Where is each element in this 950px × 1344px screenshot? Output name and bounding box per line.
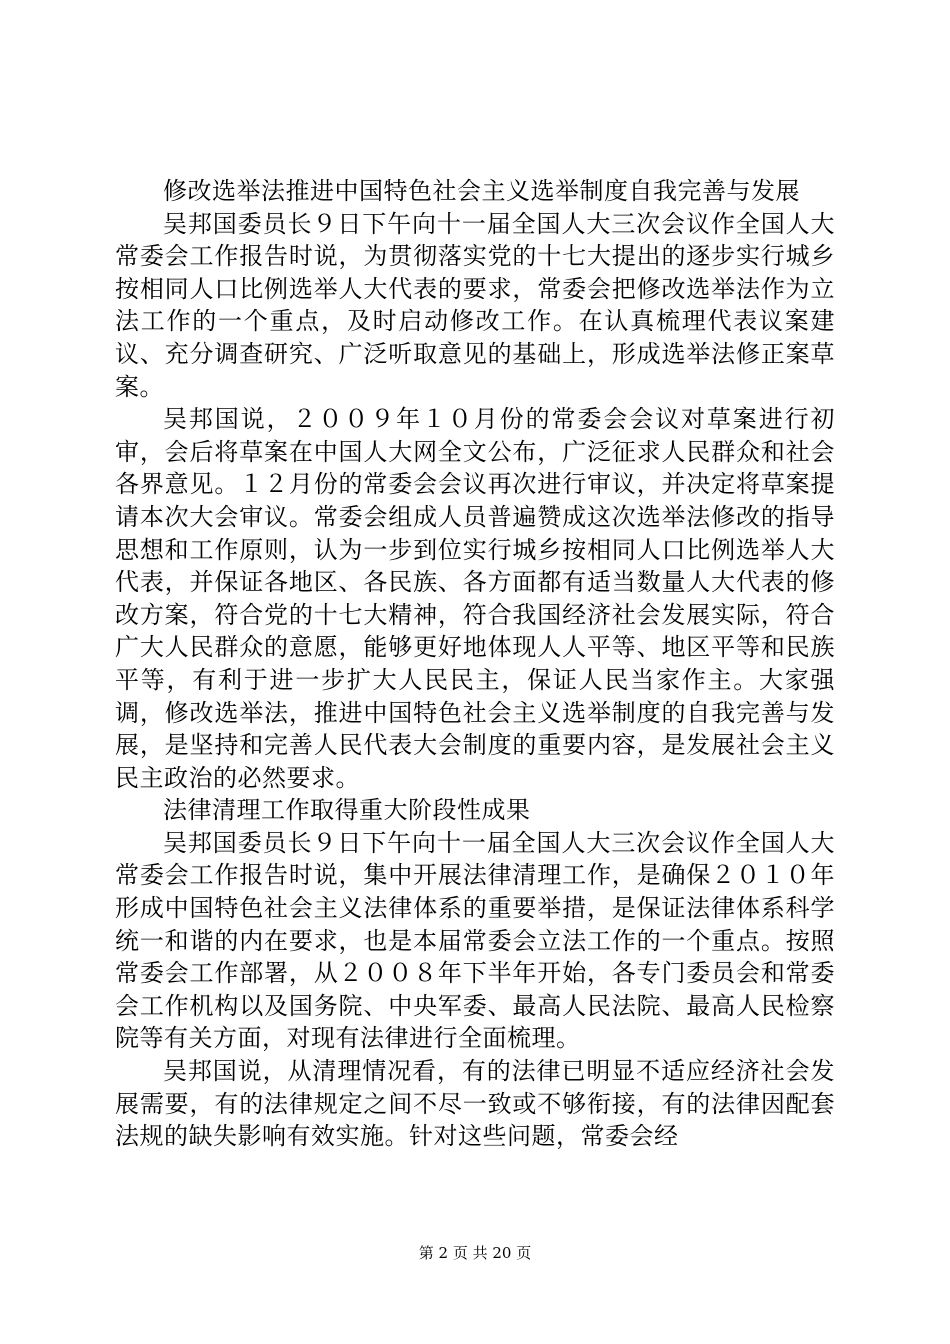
paragraph-law-cleanup-findings: 吴邦国说，从清理情况看，有的法律已明显不适应经济社会发展需要，有的法律规定之间不尽一致或不够衔接，有的法律因配套法规的缺失影响有效实施。针对这些问题，常委会经 xyxy=(115,1057,835,1151)
paragraph-law-cleanup-intro: 吴邦国委员长９日下午向十一届全国人大三次会议作全国人大常委会工作报告时说，集中开展法律清理工作，是确保２０１０年形成中国特色社会主义法律体系的重要举措，是保证法律体系科学统一和谐的内在要求，也是本届常委会立法工作的一个重点。按照常委会工作部署，从２００８年下半年开始，各专门委员会和常委会工作机构以及国务院、中央军委、最高人民法院、最高人民检察院等有关方面，对现有法律进行全面梳理。 xyxy=(115,828,835,1053)
paragraph-election-law-intro: 吴邦国委员长９日下午向十一届全国人大三次会议作全国人大常委会工作报告时说，为贯彻落实党的十七大提出的逐步实行城乡按相同人口比例选举人大代表的要求，常委会把修改选举法作为立法工作的一个重点，及时启动修改工作。在认真梳理代表议案建议、充分调查研究、广泛听取意见的基础上，形成选举法修正案草案。 xyxy=(115,209,835,401)
section-heading-law-cleanup: 法律清理工作取得重大阶段性成果 xyxy=(163,796,531,825)
page-number-footer: 第 2 页 共 20 页 xyxy=(418,1244,532,1262)
document-body xyxy=(115,175,835,1153)
paragraph-election-law-review: 吴邦国说，２００９年１０月份的常委会会议对草案进行初审，会后将草案在中国人大网全文公布，广泛征求人民群众和社会各界意见。１２月份的常委会会议再次进行审议，并决定将草案提请本次大会审议。常委会组成人员普遍赞成这次选举法修改的指导思想和工作原则，认为一步到位实行城乡按相同人口比例选举人大代表，并保证各地区、各民族、各方面都有适当数量人大代表的修改方案，符合党的十七大精神，符合我国经济社会发展实际，符合广大人民群众的意愿，能够更好地体现人人平等、地区平等和民族平等，有利于进一步扩大人民民主，保证人民当家作主。大家强调，修改选举法，推进中国特色社会主义选举制度的自我完善与发展，是坚持和完善人民代表大会制度的重要内容，是发展社会主义民主政治的必然要求。 xyxy=(115,405,835,792)
section-heading-election-law: 修改选举法推进中国特色社会主义选举制度自我完善与发展 xyxy=(163,177,800,205)
